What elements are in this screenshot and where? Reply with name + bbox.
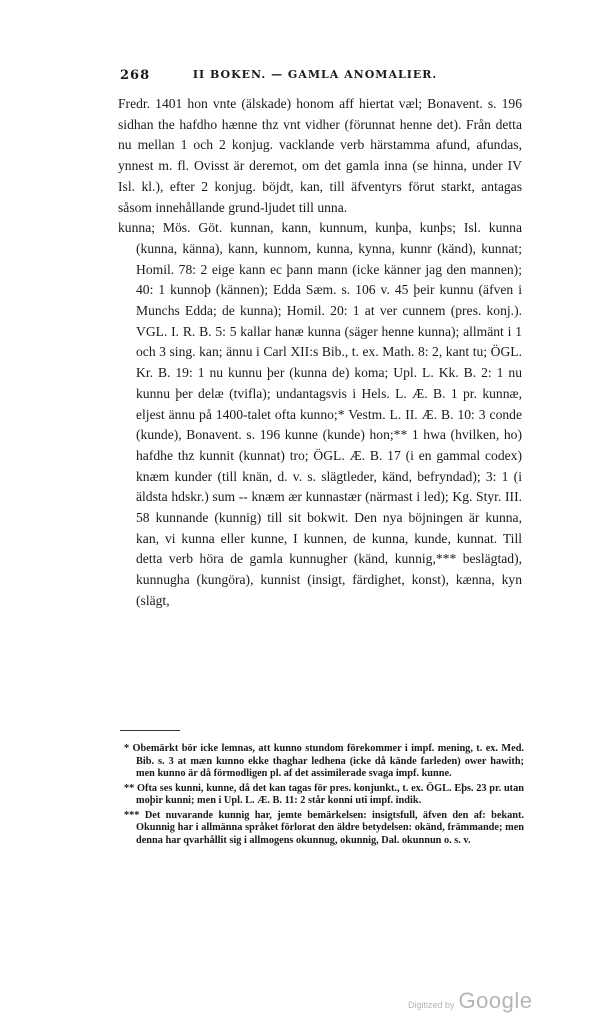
digitized-watermark	[408, 988, 532, 1014]
footnote-1: * Obemärkt bör icke lemnas, att kunno stundom förekommer i impf. mening, t. ex. Med. Bib. s. 3 at mæn kunno ekke thaghar ledhena (icke då kände farleden) ower hawith; men kunno är då förmodligen pl. af det assimilerade svaga impf. kunne.	[124, 743, 524, 779]
paragraph-kunna: kunna; Mös. Göt. kunnan, kann, kunnum, kunþa, kunþs; Isl. kunna (kunna, känna), kann, kunnom, kunna, kynna, kunnr (känd), kunnat; Homil. 78: 2 eige kann ec þann mann (icke känner jag den mannen); 40: 1 kunnoþ (kännen); Edda Sæm. s. 106 v. 45 þeir kunnu (äfven i Munchs Edda; de kunna); Homil. 20: 1 at ver cunnem (pres. konj.). VGL. I. R. B. 5: 5 kallar hanæ kunna (säger henne kunna); allmänt i 1 och 3 sing. kan; ännu i Carl XII:s Bib., t. ex. Math. 8: 2, kant tu; ÖGL. Kr. B. 19: 1 nu kunnu þer (kunna de) koma; Upl. L. Kk. B. 2: 1 nu kunnu þer delæ (tvifla); undantagsvis i Hels. L. Æ. B. 1 pr. kunnæ, eljest ännu på 1400-talet ofta kunno;* Vestm. L. II. Æ. B. 10: 3 conde (kunde), Bonavent. s. 196 kunne (kunde) hon;** 1 hwa (hvilken, ho) hafdhe thz kunnit (kunnat) tro; ÖGL. Æ. B. 17 (i en gammal codex) knæm kunder (till knän, d. v. s. slägtleder, känd, befryndad); 3: 1 (i äldsta hdskr.) sum -- knæm ær kunnastær (närmast i led); Kg. Styr. III. 58 kunnande (kunnig) till sit bokwit. Den nya böjningen är kunna, kan, vi kunna eller kunne, I kunnen, de kunna, kunde, kunnat. Till detta verb höra de gamla kunnugher (känd, kunnig,*** beslägtad), kunnugha (kungöra), kunnist (insigt, färdighet, konst), kænna, kyn (slägt,	[118, 220, 522, 608]
paragraph-unna: Fredr. 1401 hon vnte (älskade) honom aff hiertat væl; Bonavent. s. 196 sidhan the hafdho hænne thz vnt vidher (förunnat henne det). Från detta nu mellan 1 och 2 konjug. vacklande verb härstamma afund, afundas, ynnest m. fl. Ovisst är deremot, om det gamla inna (se hinna, under IV Isl. kl.), efter 2 konjug. böjdt, kan, till äfventyrs förut starkt, antagas såsom innehållande grund-ljudet till unna.	[118, 96, 522, 215]
footnotes	[124, 743, 524, 849]
running-header	[120, 68, 500, 83]
footnote-3: *** Det nuvarande kunnig har, jemte bemärkelsen: insigtsfull, äfven den af: bekant. Okunnig har i allmänna språket förlorat den äldre betydelsen: okänd, främmande; men denna har qvarhållit sig i allmogens okunnug, okunnig, Dal. okunnun o. s. v.	[124, 809, 524, 846]
digitized-label: Digitized by	[408, 1000, 455, 1010]
footnote-2: ** Ofta ses kunni, kunne, då det kan tagas för pres. konjunkt., t. ex. ÖGL. Eþs. 23 pr. utan moþir kunni; men i Upl. L. Æ. B. 11: 2 står konni uti impf. indik.	[124, 782, 524, 806]
main-text	[118, 94, 522, 612]
footnote-divider	[120, 730, 180, 731]
page-number: 268	[120, 68, 151, 83]
google-logo: Google	[458, 988, 533, 1013]
running-title: II BOKEN. — GAMLA ANOMALIER.	[192, 68, 438, 81]
